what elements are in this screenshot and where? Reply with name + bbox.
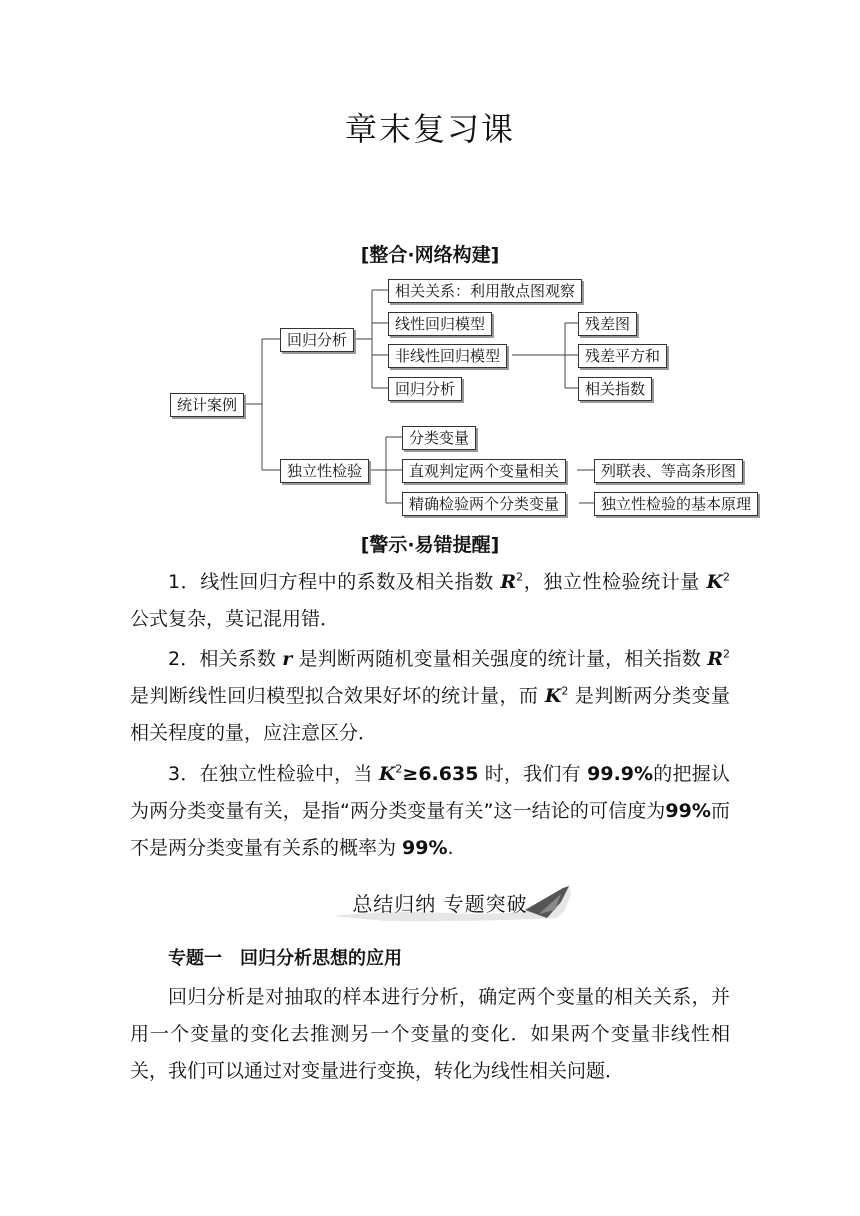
node-contingency-table: 列联表、等高条形图 [594,459,743,483]
node-exact-test: 精确检验两个分类变量 [402,492,566,516]
node-regression-sub: 回归分析 [388,377,462,401]
warning-item-2: 2．相关系数 r 是判断两随机变量相关强度的统计量，相关指数 $R^2$ 是判断线性回归模型拟合效果好坏的统计量，而 $K^2$ 是判断两分类变量相关程度的量，应注意区分． [130,647,731,744]
page-title: 章末复习课 [344,110,515,148]
node-independence-principle: 独立性检验的基本原理 [594,492,758,516]
node-nonlinear-model: 非线性回归模型 [388,344,507,368]
warning-item-1: 1．线性回归方程中的系数及相关指数 $R^2$，独立性检验统计量 $K^2$ 公式复杂，莫记混用错． [130,570,730,630]
topic-1-body: 回归分析是对抽取的样本进行分析，确定两个变量的相关关系，并用一个变量的变化去推测另一个变量的变化．如果两个变量非线性相关，我们可以通过对变量进行变换，转化为线性相关问题． [130,986,730,1082]
node-correlation-index: 相关指数 [578,377,652,401]
node-residual-sum-squares: 残差平方和 [578,344,667,368]
warning-item-3: 3．在独立性检验中，当 $K^2\ge 6.635$ 时，我们有 99.9%的把握认为两分类变量有关，是指“两分类变量有关”这一结论的可信度为99%而不是两分类变量有关系的概率为 99%. [130,762,730,859]
node-regression-analysis: 回归分析 [280,328,354,352]
node-independence-test: 独立性检验 [280,459,369,483]
node-linear-model: 线性回归模型 [388,312,492,336]
node-visual-judgment: 直观判定两个变量相关 [402,459,566,483]
node-residual-plot: 残差图 [578,312,637,336]
section-banner [325,880,573,924]
node-statistics-cases: 统计案例 [170,393,244,417]
node-correlation-scatter: 相关关系：利用散点图观察 [388,279,582,303]
network-heading: [整合·网络构建] [360,244,500,266]
warning-heading: [警示·易错提醒] [360,534,500,556]
node-categorical-variable: 分类变量 [402,426,476,450]
topic-1-title: 专题一 回归分析思想的应用 [168,948,402,969]
banner-text: 总结归纳 专题突破 [352,892,528,916]
